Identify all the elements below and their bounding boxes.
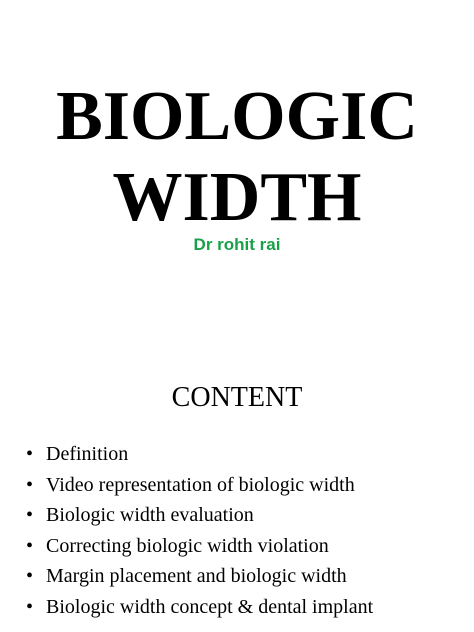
list-item-text: Definition xyxy=(46,443,129,465)
bullet-icon: • xyxy=(26,595,34,618)
bullet-icon: • xyxy=(26,534,34,557)
slide-title-line-1: BIOLOGIC xyxy=(56,78,418,155)
list-item xyxy=(26,473,373,504)
list-item xyxy=(26,595,373,626)
list-item-text: Biologic width evaluation xyxy=(46,504,254,526)
content-slide xyxy=(0,316,474,632)
list-item-text: Video representation of biologic width xyxy=(46,473,355,496)
list-item xyxy=(26,564,373,595)
bullet-icon: • xyxy=(26,443,34,465)
content-bullet-list xyxy=(26,442,373,625)
bullet-icon: • xyxy=(26,565,34,587)
author-name: Dr rohit rai xyxy=(193,235,281,254)
list-item-text: Biologic width concept & dental implant xyxy=(46,595,374,618)
list-item-text: Margin placement and biologic width xyxy=(46,565,347,587)
slide-title-line-2: WIDTH xyxy=(112,159,362,236)
list-item xyxy=(26,442,373,473)
bullet-icon: • xyxy=(26,473,34,496)
list-item xyxy=(26,534,373,565)
content-heading: CONTENT xyxy=(171,382,303,413)
list-item xyxy=(26,503,373,534)
bullet-icon: • xyxy=(26,504,34,526)
list-item-text: Correcting biologic width violation xyxy=(46,534,329,557)
